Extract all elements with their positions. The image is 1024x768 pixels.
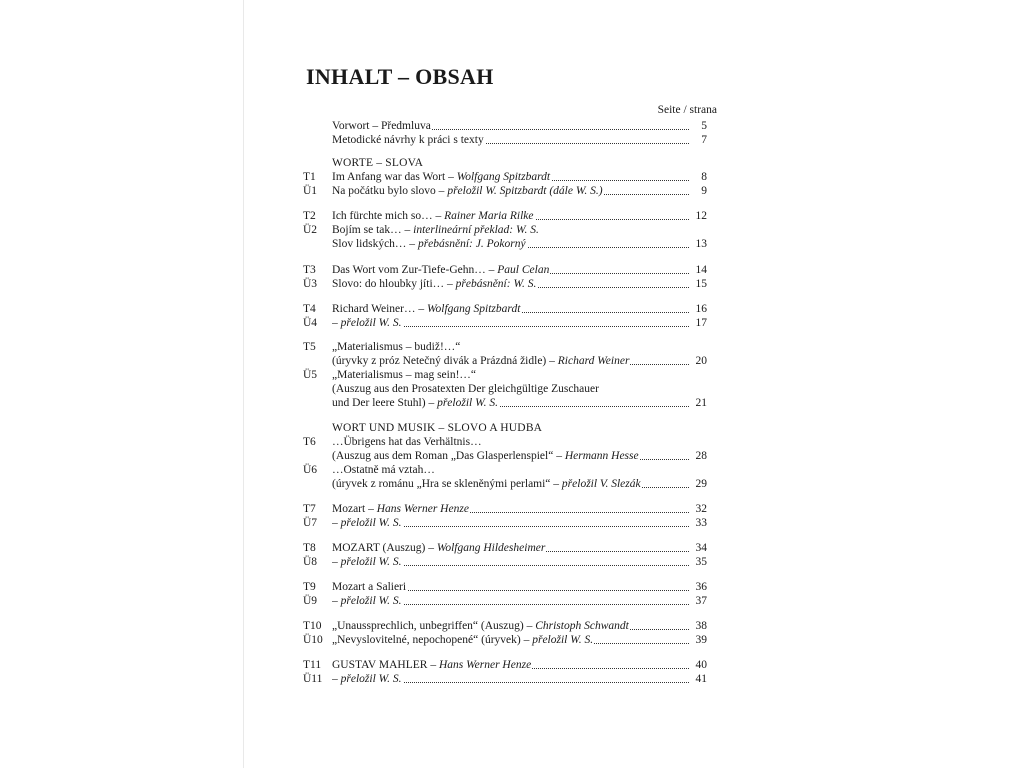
toc-entry-author: Hans Werner Henze [438,659,532,671]
toc-entry [332,555,707,569]
toc-entry-title: Vorwort – Předmluva [332,120,431,132]
toc-entry-text-group [332,436,482,448]
toc-code: T4 [303,303,316,315]
toc-entry [332,396,707,410]
toc-entry-author: Hermann Hesse [564,450,639,462]
toc-row [0,277,1024,291]
toc-entry-text-group [332,517,403,529]
toc-entry [332,170,707,184]
toc-page-number: 40 [690,658,707,672]
toc-entry-author: Wolfgang Spitzbardt [427,303,521,315]
toc-entry-title: Das Wort vom Zur-Tiefe-Gehn… – [332,264,498,276]
toc-entry-text-group [332,264,550,276]
toc-page-number: 12 [690,209,707,223]
toc-entry [332,477,707,491]
toc-entry-author: Hans Werner Henze [376,503,469,515]
toc-entry [332,463,707,477]
toc-entry-author: přeložil W. S. [340,556,402,568]
toc-entry-author: přeložil W. S. [340,595,402,607]
toc-row [0,421,1024,435]
toc-page-number: 17 [690,316,707,330]
toc-code: Ü9 [303,595,318,607]
toc-row [0,396,1024,410]
toc-row [0,477,1024,491]
toc-entry [332,541,707,555]
toc-entry [332,502,707,516]
toc-entry-title: – [332,556,341,568]
toc-entry [332,619,707,633]
toc-page-number: 32 [690,502,707,516]
toc-code: Ü4 [303,317,318,329]
toc-entry-author: interlineární překlad: W. S. [413,224,539,236]
toc-entry-text-group [332,171,551,183]
toc-entry-title: GUSTAV MAHLER – [332,659,439,671]
toc-entry [332,580,707,594]
toc-page-number: 5 [690,119,707,133]
toc-entry-title: Ich fürchte mich so… – [332,210,445,222]
toc-entry-author: Paul Celan [497,264,550,276]
toc-code: Ü3 [303,278,318,290]
toc-row [0,541,1024,555]
toc-row [0,502,1024,516]
toc-entry-text-group [332,120,432,132]
toc-entry-title: „Nevyslovitelné, nepochopené“ (úryvek) – [332,634,533,646]
toc-entry-author: přeložil W. S. [532,634,594,646]
toc-row [0,237,1024,251]
toc-entry-title: …Übrigens hat das Verhältnis… [332,436,482,448]
toc-code: Ü8 [303,556,318,568]
toc-code: T10 [303,620,322,632]
toc-entry-text-group [332,673,403,685]
toc-code: Ü11 [303,673,323,685]
toc-code: T1 [303,171,316,183]
toc-page-number: 35 [690,555,707,569]
toc-entry-author: přeložil W. S. [340,317,402,329]
toc-code: T8 [303,542,316,554]
toc-entry-title: und Der leere Stuhl) – [332,397,438,409]
toc-page-number: 7 [690,133,707,147]
toc-entry-title: Metodické návrhy k práci s texty [332,134,484,146]
toc-code: Ü1 [303,185,318,197]
toc-entry-title: „Unaussprechlich, unbegriffen“ (Auszug) – [332,620,536,632]
toc-entry-text-group [332,369,476,381]
toc-entry [332,119,707,133]
toc-page-number: 33 [690,516,707,530]
toc-page-number: 28 [690,449,707,463]
toc-entry [332,672,707,686]
toc-entry-text-group [332,397,499,409]
toc-row [0,368,1024,382]
toc-entry-title: Slov lidských… – [332,238,418,250]
toc-page-number: 16 [690,302,707,316]
toc-entry-text-group [332,134,485,146]
toc-row [0,316,1024,330]
toc-entry [332,209,707,223]
toc-page-number: 34 [690,541,707,555]
toc-entry-text-group [332,278,537,290]
toc-entry-text-group [332,157,423,169]
toc-entry-text-group [332,341,460,353]
toc-row [0,382,1024,396]
toc-entry-title: – [332,317,341,329]
toc-entry-text-group [332,303,521,315]
toc-page-number: 15 [690,277,707,291]
toc-entry-title: „Materialismus – budiž!…“ [332,341,461,353]
toc-row [0,302,1024,316]
toc-row [0,133,1024,147]
toc-entry-author: přeložil W. S. [437,397,498,409]
toc-entry-title: MOZART (Auszug) – [332,542,437,554]
page-column-heading: Seite / strana [657,104,717,116]
toc-row [0,516,1024,530]
toc-entry-title: Im Anfang war das Wort – [332,171,457,183]
toc-entry-text-group [332,659,532,671]
toc-entry-author: Rainer Maria Rilke [444,210,534,222]
toc-row [0,449,1024,463]
toc-entry-title: (Auszug aus den Prosatexten Der gleichgültige Zuschauer [332,383,599,395]
toc-entry [332,516,707,530]
toc-entry [332,382,707,396]
toc-entry-title: Mozart – [332,503,377,515]
toc-row [0,619,1024,633]
toc-entry [332,277,707,291]
toc-page-number: 38 [690,619,707,633]
toc-entry [332,658,707,672]
toc-entry-author: Wolfgang Spitzbardt [456,171,551,183]
toc-page-number: 39 [690,633,707,647]
toc-page-number: 20 [690,354,707,368]
toc-entry-text-group [332,542,546,554]
toc-row [0,340,1024,354]
toc-entry-text-group [332,464,435,476]
toc-page-number: 37 [690,594,707,608]
toc-entry-title: WORT UND MUSIK – SLOVO A HUDBA [332,422,543,434]
toc-row [0,435,1024,449]
toc-entry-text-group [332,556,403,568]
toc-entry-author: přebásnění: W. S. [455,278,537,290]
toc-row [0,580,1024,594]
toc-entry-text-group [332,185,604,197]
toc-code: T2 [303,210,316,222]
toc-code: T6 [303,436,316,448]
toc-entry-text-group [332,355,630,367]
toc-entry [332,184,707,198]
toc-code: Ü5 [303,369,318,381]
toc-row [0,672,1024,686]
toc-entry-title: (Auszug aus dem Roman „Das Glasperlenspiel“ – [332,450,565,462]
toc-entry-title: – [332,673,341,685]
toc-code: T7 [303,503,316,515]
toc-page-number: 29 [690,477,707,491]
toc-entry [332,421,707,435]
toc-entry [332,316,707,330]
toc-entry-title: WORTE – SLOVA [332,157,424,169]
toc-entry-title: Na počátku bylo slovo – [332,185,448,197]
toc-entry-author: Wolfgang Hildesheimer [436,542,546,554]
toc-entry-text-group [332,224,539,236]
toc-row [0,354,1024,368]
toc-row [0,555,1024,569]
toc-entry-author: přeložil V. Slezák [561,478,641,490]
toc-entry-title: Bojím se tak… – [332,224,414,236]
toc-entry [332,449,707,463]
toc-entry [332,594,707,608]
toc-entry-text-group [332,383,599,395]
toc-entry-title: – [332,517,341,529]
toc-entry [332,340,707,354]
toc-row [0,263,1024,277]
toc-page-number: 8 [690,170,707,184]
toc-entry-text-group [332,450,640,462]
toc-code: Ü2 [303,224,318,236]
page-title: INHALT – OBSAH [306,64,494,89]
toc-entry-author: Richard Weiner [557,355,630,367]
toc-entry-text-group [332,238,527,250]
toc-entry-title: …Ostatně má vztah… [332,464,435,476]
toc-row [0,119,1024,133]
toc-entry [332,368,707,382]
toc-entry-author: přeložil W. S. [340,673,402,685]
toc-row [0,633,1024,647]
toc-entry-text-group [332,581,407,593]
toc-entry-title: (úryvek z románu „Hra se skleněnými perlami“ – [332,478,562,490]
toc-entry-text-group [332,422,542,434]
toc-row [0,658,1024,672]
toc-entry-title: (úryvky z próz Netečný divák a Prázdná židle) – [332,355,558,367]
toc-entry-author: přeložil W. Spitzbardt (dále W. S.) [447,185,603,197]
toc-entry-author: přeložil W. S. [340,517,402,529]
toc-entry-text-group [332,634,594,646]
toc-row [0,156,1024,170]
toc-entry-title: Richard Weiner… – [332,303,427,315]
toc-code: T11 [303,659,322,671]
toc-entry [332,354,707,368]
toc-entry-title: „Materialismus – mag sein!…“ [332,369,477,381]
toc-entry-text-group [332,620,630,632]
toc-entry-text-group [332,317,403,329]
toc-entry [332,263,707,277]
toc-entry-text-group [332,478,642,490]
toc-entry-text-group [332,503,470,515]
toc-code: Ü6 [303,464,318,476]
toc-row [0,223,1024,237]
toc-page-number: 14 [690,263,707,277]
toc-entry-text-group [332,595,403,607]
toc-entry [332,237,707,251]
toc-page-number: 36 [690,580,707,594]
toc-row [0,170,1024,184]
toc-page-number: 21 [690,396,707,410]
toc-code: Ü10 [303,634,323,646]
toc-entry [332,435,707,449]
toc-entry-title: Mozart a Salieri [332,581,407,593]
toc-entry [332,633,707,647]
toc-code: T9 [303,581,316,593]
toc-page-number: 41 [690,672,707,686]
toc-page-number: 9 [690,184,707,198]
toc-row [0,209,1024,223]
toc-row [0,184,1024,198]
toc-entry [332,133,707,147]
toc-code: T5 [303,341,316,353]
toc-row [0,463,1024,477]
toc-entry-author: přebásnění: J. Pokorný [417,238,526,250]
toc-entry-author: Christoph Schwandt [535,620,629,632]
toc-entry [332,156,707,170]
toc-entry [332,223,707,237]
toc-entry-title: Slovo: do hloubky jíti… – [332,278,456,290]
toc-entry-text-group [332,210,535,222]
toc-page-number: 13 [690,237,707,251]
toc-entry [332,302,707,316]
toc-code: Ü7 [303,517,318,529]
toc-code: T3 [303,264,316,276]
toc-entry-title: – [332,595,341,607]
toc-row [0,594,1024,608]
